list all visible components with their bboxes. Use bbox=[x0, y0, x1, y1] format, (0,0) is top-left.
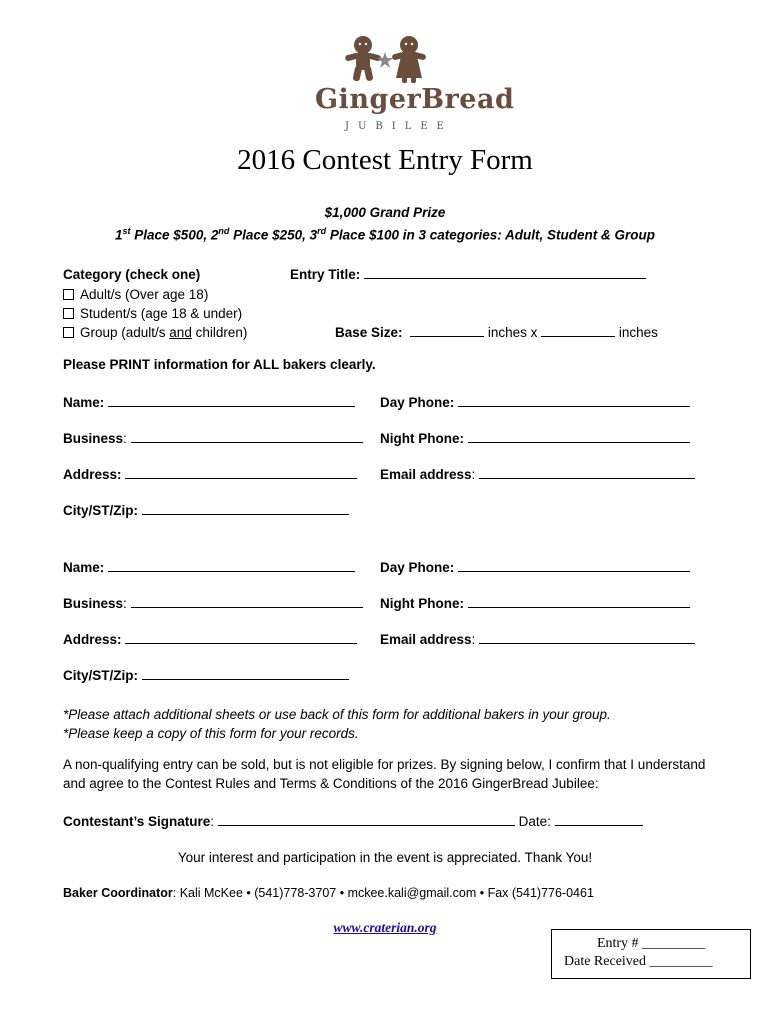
inches-label: inches bbox=[618, 325, 658, 340]
address-line[interactable] bbox=[125, 467, 357, 479]
coordinator-details: : Kali McKee • (541)778-3707 • mckee.kali@gmail.com • Fax (541)776-0461 bbox=[172, 886, 594, 900]
night-phone-label: Night Phone: bbox=[380, 431, 464, 446]
coordinator-info bbox=[63, 886, 594, 900]
option-label: Group (adult/s bbox=[80, 325, 170, 340]
base-depth-line[interactable] bbox=[541, 325, 615, 337]
baker1-address-field[interactable] bbox=[63, 467, 357, 482]
email-colon: : bbox=[471, 632, 476, 647]
day-phone-line[interactable] bbox=[458, 395, 690, 407]
email-line[interactable] bbox=[479, 632, 695, 644]
name-label: Name: bbox=[63, 560, 105, 575]
city-label: City/ST/Zip: bbox=[63, 503, 138, 518]
business-colon: : bbox=[123, 596, 127, 611]
business-label: Business bbox=[63, 596, 124, 611]
night-phone-line[interactable] bbox=[468, 596, 690, 608]
prize-places bbox=[0, 226, 770, 243]
baker2-email-field[interactable] bbox=[380, 632, 695, 647]
checkbox[interactable] bbox=[63, 327, 74, 338]
date-received: Date Received _________ bbox=[564, 954, 713, 969]
logo-wordmark: GingerBread bbox=[315, 84, 515, 115]
day-phone-label: Day Phone: bbox=[380, 560, 455, 575]
option-label: Student/s (age 18 & under) bbox=[80, 306, 243, 321]
baker2-city-field[interactable] bbox=[63, 668, 349, 683]
place-1-sup: st bbox=[122, 226, 131, 236]
entry-title-line[interactable] bbox=[364, 267, 646, 279]
office-use-box bbox=[551, 929, 751, 979]
night-phone-line[interactable] bbox=[468, 431, 690, 443]
baker1-night-phone-field[interactable] bbox=[380, 431, 690, 446]
category-option-adult[interactable] bbox=[63, 287, 208, 302]
name-line[interactable] bbox=[108, 560, 355, 572]
entry-title-label: Entry Title: bbox=[290, 267, 361, 282]
place-1-num: 1 bbox=[114, 227, 123, 243]
baker2-day-phone-field[interactable] bbox=[380, 560, 690, 575]
signature-field[interactable] bbox=[63, 814, 643, 829]
name-line[interactable] bbox=[108, 395, 355, 407]
inches-x-label: inches x bbox=[487, 325, 538, 340]
baker1-email-field[interactable] bbox=[380, 467, 695, 482]
website-link[interactable]: www.craterian.org bbox=[333, 920, 437, 935]
city-label: City/ST/Zip: bbox=[63, 668, 138, 683]
place-3-sup: rd bbox=[317, 226, 327, 236]
baker1-name-field[interactable] bbox=[63, 395, 355, 410]
base-size-label: Base Size: bbox=[335, 325, 403, 340]
option-label: Adult/s (Over age 18) bbox=[80, 287, 209, 302]
signature-label: Contestant’s Signature bbox=[63, 814, 211, 829]
place-1-text: Place $500, 2 bbox=[130, 227, 219, 243]
email-colon: : bbox=[471, 467, 476, 482]
option-label-and: and bbox=[169, 325, 192, 340]
place-3-text: Place $100 in 3 categories: Adult, Student & Group bbox=[326, 227, 655, 243]
place-2-sup: nd bbox=[218, 226, 230, 236]
coordinator-label: Baker Coordinator bbox=[63, 886, 173, 900]
page-title: 2016 Contest Entry Form bbox=[237, 144, 533, 176]
gingerbread-jubilee-logo bbox=[305, 34, 515, 134]
base-size-field[interactable] bbox=[335, 325, 658, 340]
entry-number: Entry # _________ bbox=[596, 936, 706, 951]
category-option-student[interactable] bbox=[63, 306, 242, 321]
thank-you-text: Your interest and participation in the event is appreciated. Thank You! bbox=[177, 850, 593, 865]
gingerbread-figures-icon bbox=[305, 34, 465, 84]
business-colon: : bbox=[123, 431, 127, 446]
note-attach: *Please attach additional sheets or use back of this form for additional bakers in your group. bbox=[63, 707, 611, 722]
agreement-line-2: and agree to the Contest Rules and Terms & Conditions of the 2016 GingerBread Jubilee: bbox=[63, 776, 599, 791]
baker2-address-field[interactable] bbox=[63, 632, 357, 647]
checkbox[interactable] bbox=[63, 289, 74, 300]
business-line[interactable] bbox=[131, 596, 363, 608]
grand-prize: $1,000 Grand Prize bbox=[324, 205, 446, 220]
address-label: Address: bbox=[63, 632, 122, 647]
print-note: Please PRINT information for ALL bakers clearly. bbox=[63, 357, 376, 372]
email-label: Email address bbox=[380, 467, 472, 482]
baker1-city-field[interactable] bbox=[63, 503, 349, 518]
option-label-end: children) bbox=[191, 325, 248, 340]
baker2-name-field[interactable] bbox=[63, 560, 355, 575]
date-line[interactable] bbox=[555, 814, 643, 826]
business-line[interactable] bbox=[131, 431, 363, 443]
signature-colon: : bbox=[210, 814, 215, 829]
name-label: Name: bbox=[63, 395, 105, 410]
base-width-line[interactable] bbox=[410, 325, 484, 337]
email-line[interactable] bbox=[479, 467, 695, 479]
checkbox[interactable] bbox=[63, 308, 74, 319]
note-copy: *Please keep a copy of this form for your records. bbox=[63, 726, 359, 741]
place-2-text: Place $250, 3 bbox=[229, 227, 318, 243]
date-label: Date: bbox=[518, 814, 551, 829]
business-label: Business bbox=[63, 431, 124, 446]
address-label: Address: bbox=[63, 467, 122, 482]
signature-line[interactable] bbox=[218, 814, 515, 826]
address-line[interactable] bbox=[125, 632, 357, 644]
baker1-day-phone-field[interactable] bbox=[380, 395, 690, 410]
day-phone-line[interactable] bbox=[458, 560, 690, 572]
night-phone-label: Night Phone: bbox=[380, 596, 464, 611]
baker2-night-phone-field[interactable] bbox=[380, 596, 690, 611]
agreement-line-1: A non-qualifying entry can be sold, but is not eligible for prizes. By signing below, I confirm that I understand bbox=[63, 757, 706, 772]
city-line[interactable] bbox=[142, 503, 349, 515]
city-line[interactable] bbox=[142, 668, 349, 680]
day-phone-label: Day Phone: bbox=[380, 395, 455, 410]
logo-subtitle: JUBILEE bbox=[345, 121, 453, 132]
entry-title-field[interactable] bbox=[290, 267, 646, 282]
baker2-business-field[interactable] bbox=[63, 596, 363, 611]
email-label: Email address bbox=[380, 632, 472, 647]
category-heading: Category (check one) bbox=[63, 267, 201, 282]
baker1-business-field[interactable] bbox=[63, 431, 363, 446]
category-option-group[interactable] bbox=[63, 325, 247, 340]
